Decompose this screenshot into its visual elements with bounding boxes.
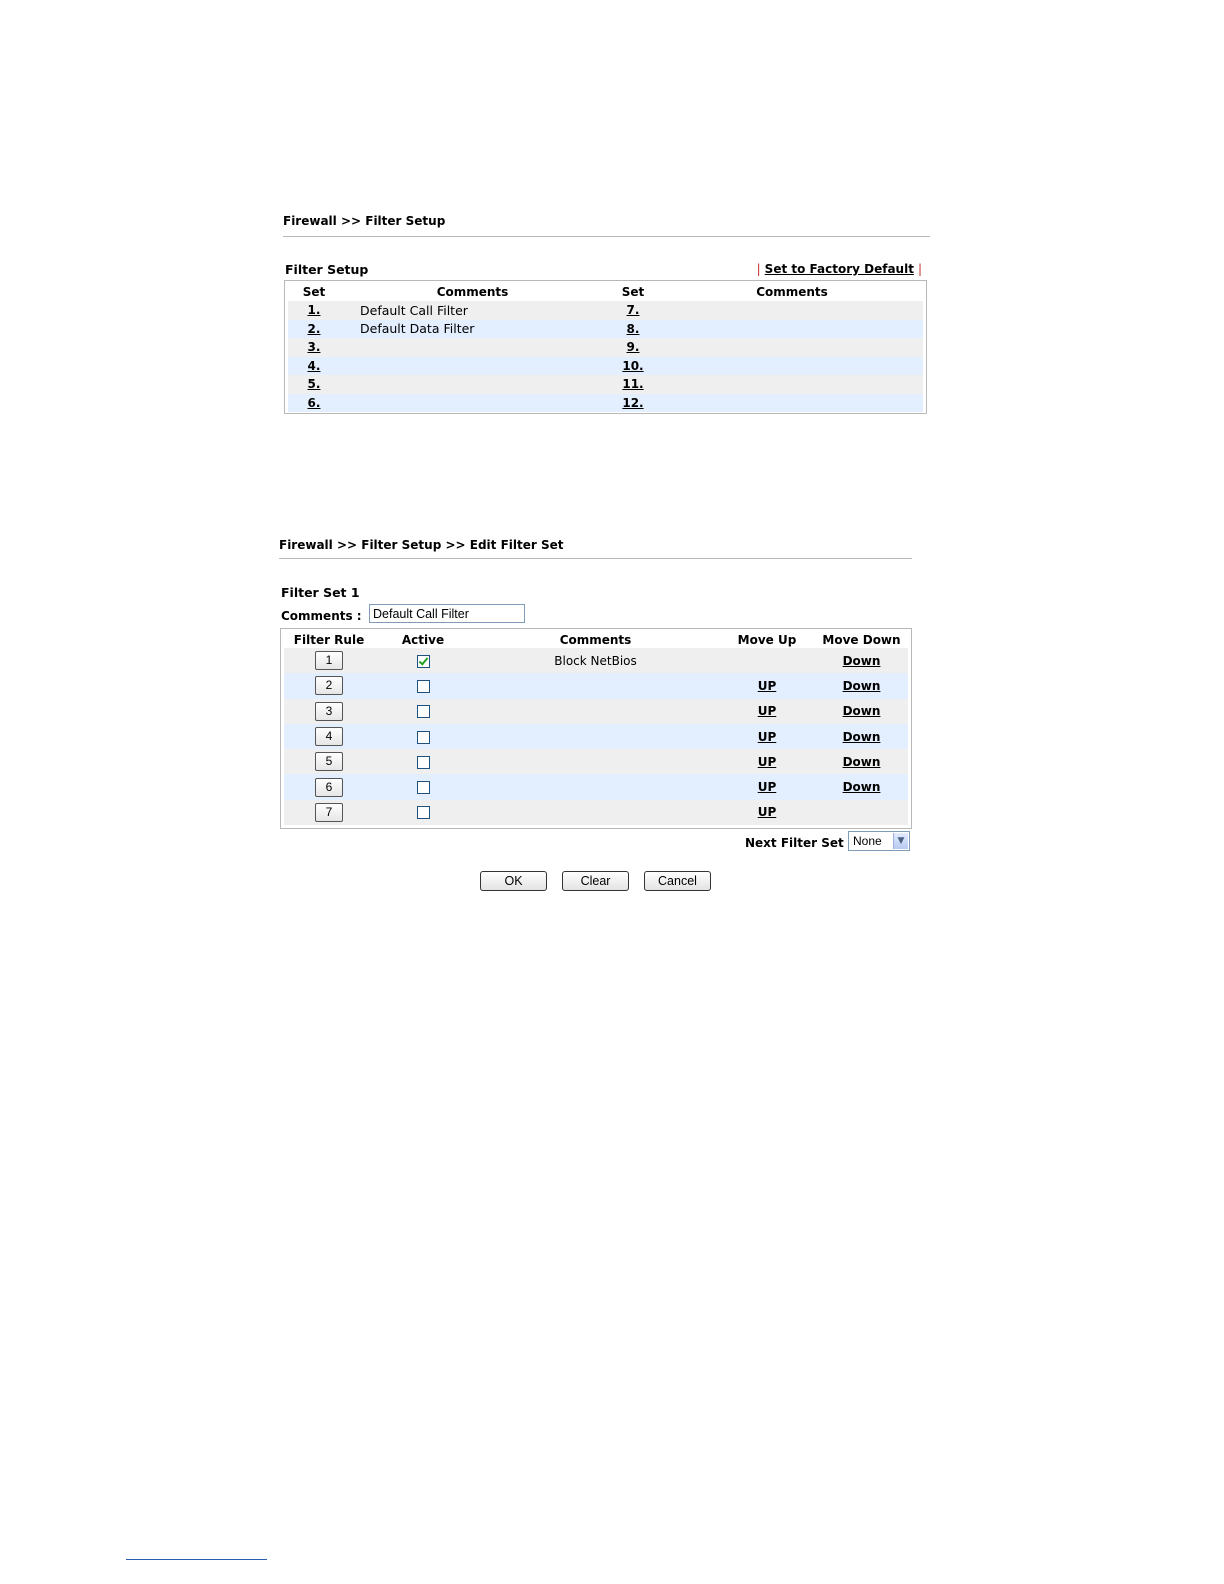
clear-button[interactable]: Clear xyxy=(562,871,629,891)
filter-set-comment: Default Data Filter xyxy=(340,320,605,339)
move-down-link[interactable]: Down xyxy=(842,754,881,769)
filter-set-comment: Default Call Filter xyxy=(340,301,605,320)
filter-set-link-12[interactable]: 12. xyxy=(622,395,644,410)
filter-set-link-11[interactable]: 11. xyxy=(622,377,644,392)
column-header-comments: Comments xyxy=(756,285,828,299)
move-up-link[interactable]: UP xyxy=(757,780,777,795)
table-row xyxy=(288,320,923,339)
cancel-button[interactable]: Cancel xyxy=(644,871,711,891)
table-row xyxy=(284,648,908,673)
rule-comment xyxy=(472,673,719,698)
filter-rules-table xyxy=(284,631,908,825)
filter-set-link-2[interactable]: 2. xyxy=(307,321,321,336)
active-checkbox[interactable] xyxy=(417,731,430,744)
set-to-factory-default-link[interactable]: Set to Factory Default xyxy=(764,262,914,276)
column-header-filter-rule: Filter Rule xyxy=(293,632,365,647)
filter-set-comment xyxy=(661,357,923,376)
table-row xyxy=(288,301,923,320)
breadcrumb: Firewall >> Filter Setup >> Edit Filter Set xyxy=(279,538,564,552)
filter-sets-table xyxy=(288,283,923,412)
column-header-move-up: Move Up xyxy=(737,632,797,647)
table-row xyxy=(288,357,923,376)
active-checkbox[interactable] xyxy=(417,756,430,769)
rule-comment xyxy=(472,699,719,724)
filter-set-link-8[interactable]: 8. xyxy=(626,321,640,336)
filter-set-comment xyxy=(340,394,605,413)
ok-button[interactable]: OK xyxy=(480,871,547,891)
comments-label: Comments : xyxy=(281,609,362,623)
table-row xyxy=(288,375,923,394)
filter-set-link-6[interactable]: 6. xyxy=(307,395,321,410)
move-up-link[interactable]: UP xyxy=(757,704,777,719)
table-row xyxy=(284,673,908,698)
active-checkbox[interactable] xyxy=(417,705,430,718)
filter-set-comment xyxy=(340,357,605,376)
move-up-link[interactable]: UP xyxy=(757,678,777,693)
filter-set-link-9[interactable]: 9. xyxy=(626,340,640,355)
next-filter-set-label: Next Filter Set xyxy=(745,836,844,850)
table-row xyxy=(284,800,908,825)
column-header-active: Active xyxy=(401,632,445,647)
filter-set-comment xyxy=(340,375,605,394)
column-header-move-down: Move Down xyxy=(822,632,901,647)
move-up-link[interactable]: UP xyxy=(757,754,777,769)
table-row xyxy=(284,699,908,724)
filter-rule-button-7[interactable]: 7 xyxy=(315,803,343,822)
move-down-link[interactable]: Down xyxy=(842,729,881,744)
rule-comment xyxy=(472,749,719,774)
rule-comment xyxy=(472,800,719,825)
column-header-comments: Comments xyxy=(559,632,632,647)
filter-set-link-5[interactable]: 5. xyxy=(307,377,321,392)
filter-sets-table-panel xyxy=(284,280,927,414)
column-header-set: Set xyxy=(621,285,645,299)
move-down-link[interactable]: Down xyxy=(842,678,881,693)
rule-comment: Block NetBios xyxy=(472,648,719,673)
filter-rule-button-6[interactable]: 6 xyxy=(315,778,343,797)
comments-input[interactable] xyxy=(369,604,525,623)
filter-rule-button-5[interactable]: 5 xyxy=(315,752,343,771)
table-row xyxy=(288,338,923,357)
filter-set-link-4[interactable]: 4. xyxy=(307,358,321,373)
filter-set-link-7[interactable]: 7. xyxy=(626,303,640,318)
active-checkbox[interactable] xyxy=(417,655,430,668)
table-row xyxy=(284,774,908,799)
filter-rules-table-panel xyxy=(280,628,912,829)
page-title: Filter Set 1 xyxy=(281,585,360,600)
filter-rule-button-1[interactable]: 1 xyxy=(315,651,343,670)
table-row xyxy=(284,724,908,749)
active-checkbox[interactable] xyxy=(417,806,430,819)
divider xyxy=(283,236,930,237)
page-title: Filter Setup xyxy=(285,262,369,277)
table-row xyxy=(288,394,923,413)
filter-rule-button-3[interactable]: 3 xyxy=(315,702,343,721)
move-up-link[interactable]: UP xyxy=(757,729,777,744)
next-filter-set-value: None xyxy=(853,834,882,848)
filter-set-comment xyxy=(661,301,923,320)
move-up-link[interactable]: UP xyxy=(757,805,777,820)
filter-rule-button-4[interactable]: 4 xyxy=(315,727,343,746)
filter-set-comment xyxy=(661,394,923,413)
table-row xyxy=(284,749,908,774)
footnote-divider xyxy=(126,1559,267,1560)
move-down-link[interactable]: Down xyxy=(842,780,881,795)
factory-default-link-group xyxy=(753,262,926,276)
filter-set-link-3[interactable]: 3. xyxy=(307,340,321,355)
filter-set-comment xyxy=(340,338,605,357)
separator: | xyxy=(917,262,922,276)
active-checkbox[interactable] xyxy=(417,781,430,794)
filter-set-comment xyxy=(661,338,923,357)
filter-set-link-10[interactable]: 10. xyxy=(622,358,644,373)
divider xyxy=(279,558,912,559)
next-filter-set-select[interactable] xyxy=(848,831,910,851)
column-header-comments: Comments xyxy=(436,285,509,299)
filter-rule-button-2[interactable]: 2 xyxy=(315,676,343,695)
separator: | xyxy=(756,262,761,276)
filter-set-comment xyxy=(661,320,923,339)
rule-comment xyxy=(472,724,719,749)
filter-set-link-1[interactable]: 1. xyxy=(307,303,321,318)
filter-set-comment xyxy=(661,375,923,394)
breadcrumb: Firewall >> Filter Setup xyxy=(283,214,446,228)
rule-comment xyxy=(472,774,719,799)
move-down-link[interactable]: Down xyxy=(842,653,881,668)
column-header-set: Set xyxy=(302,285,326,299)
active-checkbox[interactable] xyxy=(417,680,430,693)
move-down-link[interactable]: Down xyxy=(842,704,881,719)
chevron-down-icon[interactable]: ▼ xyxy=(893,833,908,849)
